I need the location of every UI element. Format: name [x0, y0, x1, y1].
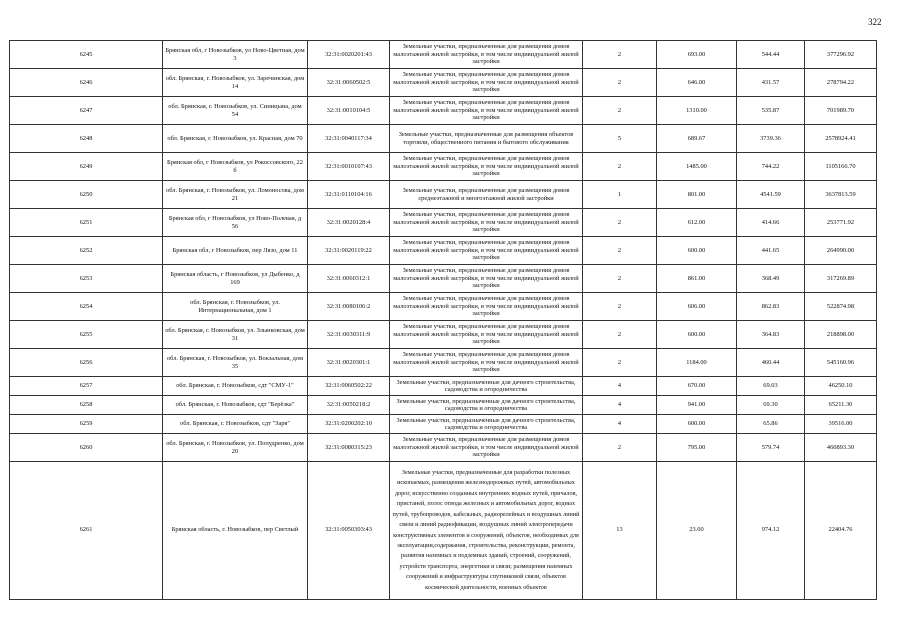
cadastral-number-cell: 32:31:0010107:43: [308, 153, 390, 181]
address-cell: Брянская обл, г Новозыбков, ул Рокоссовского, 22 б: [163, 153, 308, 181]
table-row: [10, 377, 877, 396]
cadastral-number-cell: 32:31:0040117:34: [308, 125, 390, 153]
table-body: [10, 41, 877, 600]
specific-value-cell: 579.74: [737, 434, 805, 462]
group-cell: 2: [583, 434, 657, 462]
table-row: [10, 125, 877, 153]
group-cell: 2: [583, 321, 657, 349]
specific-value-cell: 414.66: [737, 209, 805, 237]
cadastral-value-cell: 377296.92: [805, 41, 877, 69]
table-row: [10, 415, 877, 434]
cadastral-number-cell: 32:31:0020119:22: [308, 237, 390, 265]
table-row: [10, 434, 877, 462]
cadastral-number-cell: 32:31:0080106:2: [308, 293, 390, 321]
cadastral-value-cell: 522874.98: [805, 293, 877, 321]
cadastral-number-cell: 32:31:0020201:43: [308, 41, 390, 69]
group-cell: 4: [583, 396, 657, 415]
land-use-cell: Земельные участки, предназначенные для размещения объектов торговли, общественного питания и бытового обслуживания: [390, 125, 583, 153]
row-number-cell: 6250: [10, 181, 163, 209]
row-number-cell: 6247: [10, 97, 163, 125]
cadastral-value-table: [9, 40, 877, 600]
land-use-cell: Земельные участки, предназначенные для размещения домов малоэтажной жилой застройки, в том числе индивидуальной жилой застройки: [390, 97, 583, 125]
group-cell: 1: [583, 181, 657, 209]
area-cell: 1485.00: [657, 153, 737, 181]
cadastral-value-cell: 46250.10: [805, 377, 877, 396]
group-cell: 2: [583, 293, 657, 321]
cadastral-value-cell: 253771.92: [805, 209, 877, 237]
land-use-cell: Земельные участки, предназначенные для размещения домов малоэтажной жилой застройки, в том числе индивидуальной жилой застройки: [390, 153, 583, 181]
group-cell: 2: [583, 265, 657, 293]
specific-value-cell: 3739.36: [737, 125, 805, 153]
address-cell: Брянская обл, г Новозыбков, ул Ново-Цветная, дом 3: [163, 41, 308, 69]
area-cell: 612.00: [657, 209, 737, 237]
area-cell: 670.00: [657, 377, 737, 396]
area-cell: 689.67: [657, 125, 737, 153]
cadastral-number-cell: 32:31:0060312:1: [308, 265, 390, 293]
cadastral-number-cell: 32:31:0020301:1: [308, 349, 390, 377]
row-number-cell: 6253: [10, 265, 163, 293]
specific-value-cell: 69.03: [737, 377, 805, 396]
land-use-cell: Земельные участки, предназначенные для размещения домов малоэтажной жилой застройки, в том числе индивидуальной жилой застройки: [390, 69, 583, 97]
specific-value-cell: 862.83: [737, 293, 805, 321]
cadastral-value-cell: 701989.70: [805, 97, 877, 125]
address-cell: Брянская область, г. Новозыбков, пер Светлый: [163, 462, 308, 600]
area-cell: 861.00: [657, 265, 737, 293]
area-cell: 646.00: [657, 69, 737, 97]
group-cell: 2: [583, 153, 657, 181]
row-number-cell: 6249: [10, 153, 163, 181]
area-cell: 600.00: [657, 321, 737, 349]
address-cell: обл. Брянская, г. Новозыбков, ул. Синицына, дом 54: [163, 97, 308, 125]
group-cell: 2: [583, 349, 657, 377]
table-row: [10, 209, 877, 237]
page-number: 322: [868, 17, 882, 27]
specific-value-cell: 974.12: [737, 462, 805, 600]
area-cell: 1310.00: [657, 97, 737, 125]
row-number-cell: 6255: [10, 321, 163, 349]
table-row: [10, 153, 877, 181]
specific-value-cell: 460.44: [737, 349, 805, 377]
table-row: [10, 462, 877, 600]
row-number-cell: 6252: [10, 237, 163, 265]
land-use-cell: Земельные участки, предназначенные для дачного строительства, садоводства и огородничества: [390, 396, 583, 415]
specific-value-cell: 364.83: [737, 321, 805, 349]
cadastral-number-cell: 32:31:0060502:5: [308, 69, 390, 97]
group-cell: 4: [583, 415, 657, 434]
area-cell: 693.00: [657, 41, 737, 69]
address-cell: обл. Брянская, г. Новозыбков, ул. Попудренко, дом 20: [163, 434, 308, 462]
cadastral-value-cell: 65211.30: [805, 396, 877, 415]
address-cell: обл. Брянская, г. Новозыбков, ул. Ломоносова, дом 21: [163, 181, 308, 209]
specific-value-cell: 535.87: [737, 97, 805, 125]
address-cell: обл. Брянская, г. Новозыбков, ул. Заречинская, дом 14: [163, 69, 308, 97]
row-number-cell: 6256: [10, 349, 163, 377]
cadastral-value-cell: 22404.76: [805, 462, 877, 600]
address-cell: обл. Брянская, г. Новозыбков, ул. Вокзальная, дом 35: [163, 349, 308, 377]
specific-value-cell: 544.44: [737, 41, 805, 69]
group-cell: 2: [583, 97, 657, 125]
cadastral-number-cell: 32:31:0200202:10: [308, 415, 390, 434]
table-row: [10, 181, 877, 209]
cadastral-number-cell: 32:31:0030311:9: [308, 321, 390, 349]
land-use-cell: Земельные участки, предназначенные для размещения домов малоэтажной жилой застройки, в том числе индивидуальной жилой застройки: [390, 41, 583, 69]
table-row: [10, 349, 877, 377]
address-cell: обл. Брянская, г. Новозыбков, сдт "Берёзка": [163, 396, 308, 415]
area-cell: 606.00: [657, 293, 737, 321]
table-row: [10, 237, 877, 265]
specific-value-cell: 69.30: [737, 396, 805, 415]
land-use-cell: Земельные участки, предназначенные для размещения домов малоэтажной жилой застройки, в том числе индивидуальной жилой застройки: [390, 209, 583, 237]
address-cell: Брянская обл, г Новозыбков, ул Ново-Полевая, д 56: [163, 209, 308, 237]
area-cell: 600.00: [657, 415, 737, 434]
land-use-cell: Земельные участки, предназначенные для размещения домов малоэтажной жилой застройки, в том числе индивидуальной жилой застройки: [390, 293, 583, 321]
cadastral-value-cell: 278794.22: [805, 69, 877, 97]
specific-value-cell: 368.49: [737, 265, 805, 293]
address-cell: обл. Брянская, г. Новозыбков, сдт "СМУ-1": [163, 377, 308, 396]
area-cell: 795.00: [657, 434, 737, 462]
specific-value-cell: 744.22: [737, 153, 805, 181]
table-row: [10, 41, 877, 69]
cadastral-number-cell: 32:31:0050218:2: [308, 396, 390, 415]
row-number-cell: 6260: [10, 434, 163, 462]
cadastral-value-cell: 3637813.59: [805, 181, 877, 209]
cadastral-value-cell: 264990.00: [805, 237, 877, 265]
address-cell: обл. Брянская, г. Новозыбков, ул. Красная, дом 70: [163, 125, 308, 153]
row-number-cell: 6257: [10, 377, 163, 396]
cadastral-value-cell: 317269.89: [805, 265, 877, 293]
address-cell: обл. Брянская, г. Новозыбков, ул. Интернациональная, дом 1: [163, 293, 308, 321]
row-number-cell: 6251: [10, 209, 163, 237]
land-use-cell: Земельные участки, предназначенные для размещения домов малоэтажной жилой застройки, в том числе индивидуальной жилой застройки: [390, 321, 583, 349]
group-cell: 2: [583, 237, 657, 265]
cadastral-number-cell: 32:31:0020128:4: [308, 209, 390, 237]
address-cell: обл. Брянская, г. Новозыбков, сдт "Заря": [163, 415, 308, 434]
cadastral-value-cell: 218898.00: [805, 321, 877, 349]
cadastral-value-cell: 2578924.41: [805, 125, 877, 153]
cadastral-value-cell: 460893.30: [805, 434, 877, 462]
land-use-cell: Земельные участки, предназначенные для дачного строительства, садоводства и огородничества: [390, 377, 583, 396]
table-row: [10, 97, 877, 125]
area-cell: 801.00: [657, 181, 737, 209]
land-use-cell: Земельные участки, предназначенные для размещения домов малоэтажной жилой застройки, в том числе индивидуальной жилой застройки: [390, 237, 583, 265]
group-cell: 4: [583, 377, 657, 396]
area-cell: 1184.00: [657, 349, 737, 377]
land-use-cell: Земельные участки, предназначенные для разработки полезных ископаемых, размещения железнодорожных путей, автомобильных дорог, искусственно созданных внутренних водных путей, причалов, пристаней, полос отвода железных и автомобильных дорог, водных путей, трубопроводов, кабельных, радиорелейных и воздушных линий связи и линий радиофикации, воздушных линий электропередачи конструктивных элементов и сооружений, объектов, необходимых для эксплуатации,содержания, строительства, реконструкции, ремонта, развития наземных и подземных зданий, строений, сооружений, устройств транспорта, энергетики и связи; размещения наземных сооружений и инфраструктуры спутниковой связи, объектов космической деятельности, военных объектов: [390, 462, 583, 600]
cadastral-number-cell: 32:31:0080315:23: [308, 434, 390, 462]
row-number-cell: 6245: [10, 41, 163, 69]
cadastral-number-cell: 32:31:0110104:16: [308, 181, 390, 209]
specific-value-cell: 4541.59: [737, 181, 805, 209]
table-row: [10, 265, 877, 293]
group-cell: 2: [583, 209, 657, 237]
cadastral-value-cell: 39516.00: [805, 415, 877, 434]
group-cell: 2: [583, 69, 657, 97]
row-number-cell: 6258: [10, 396, 163, 415]
table-row: [10, 293, 877, 321]
group-cell: 5: [583, 125, 657, 153]
group-cell: 2: [583, 41, 657, 69]
cadastral-number-cell: 32:31:0010104:5: [308, 97, 390, 125]
area-cell: 941.00: [657, 396, 737, 415]
land-use-cell: Земельные участки, предназначенные для дачного строительства, садоводства и огородничества: [390, 415, 583, 434]
table-row: [10, 321, 877, 349]
address-cell: Брянская область, г Новозыбков, ул Дыбенко, д 169: [163, 265, 308, 293]
land-use-cell: Земельные участки, предназначенные для размещения домов малоэтажной жилой застройки, в том числе индивидуальной жилой застройки: [390, 434, 583, 462]
cadastral-value-cell: 545160.96: [805, 349, 877, 377]
specific-value-cell: 65.86: [737, 415, 805, 434]
cadastral-number-cell: 32:31:0050303:43: [308, 462, 390, 600]
table-row: [10, 396, 877, 415]
cadastral-number-cell: 32:31:0060502:22: [308, 377, 390, 396]
row-number-cell: 6259: [10, 415, 163, 434]
land-use-cell: Земельные участки, предназначенные для размещения домов среднеэтажной и многоэтажной жилой застройки: [390, 181, 583, 209]
row-number-cell: 6246: [10, 69, 163, 97]
address-cell: обл. Брянская, г. Новозыбков, ул. Злынковская, дом 31: [163, 321, 308, 349]
row-number-cell: 6261: [10, 462, 163, 600]
specific-value-cell: 441.65: [737, 237, 805, 265]
table-row: [10, 69, 877, 97]
specific-value-cell: 431.57: [737, 69, 805, 97]
address-cell: Брянская обл, г Новозыбков, пер Лязо, дом 11: [163, 237, 308, 265]
group-cell: 13: [583, 462, 657, 600]
land-use-cell: Земельные участки, предназначенные для размещения домов малоэтажной жилой застройки, в том числе индивидуальной жилой застройки: [390, 265, 583, 293]
area-cell: 600.00: [657, 237, 737, 265]
row-number-cell: 6248: [10, 125, 163, 153]
row-number-cell: 6254: [10, 293, 163, 321]
land-use-cell: Земельные участки, предназначенные для размещения домов малоэтажной жилой застройки, в том числе индивидуальной жилой застройки: [390, 349, 583, 377]
cadastral-value-cell: 1105166.70: [805, 153, 877, 181]
area-cell: 23.00: [657, 462, 737, 600]
